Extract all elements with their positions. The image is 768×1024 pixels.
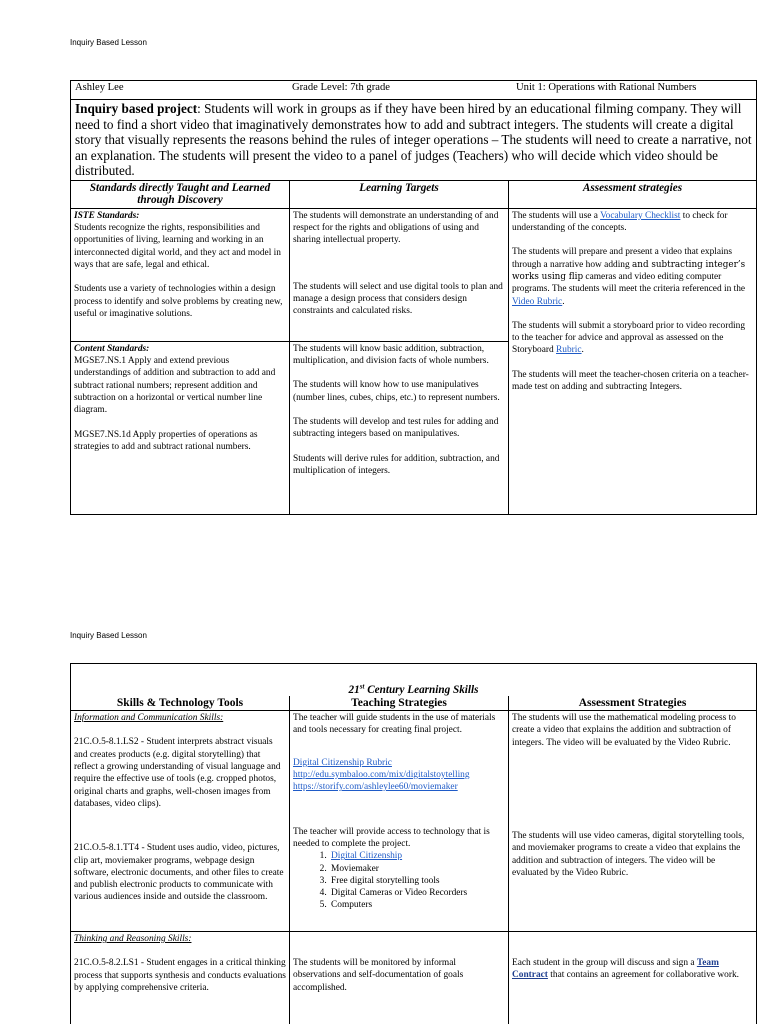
assessment-3: The students will submit a storyboard prior to video recording to the teacher for advice and approval as assessed on the Storyboard Rubric. xyxy=(512,320,746,356)
teaching-strategies-header: Teaching Strategies xyxy=(290,696,509,711)
video-rubric-link[interactable]: Video Rubric xyxy=(512,296,563,307)
teacher-name: Ashley Lee xyxy=(75,82,124,93)
content-title: Content Standards: xyxy=(74,343,150,354)
assessment-header: Assessment strategies xyxy=(509,181,757,209)
tool-item: 4. Digital Cameras or Video Recorders xyxy=(329,887,505,899)
standards-header: Standards directly Taught and Learned through Discovery xyxy=(71,181,290,209)
storify-link[interactable]: https://storify.com/ashleylee60/moviemaker xyxy=(293,782,458,793)
page-header: Inquiry Based Lesson xyxy=(70,38,147,47)
iste-row xyxy=(71,208,757,341)
skills-title-row xyxy=(71,664,757,681)
skills-header-row xyxy=(71,696,757,711)
team-contract-link[interactable]: Team Contract xyxy=(512,958,719,981)
lesson-plan-table xyxy=(70,80,757,515)
column-header-row xyxy=(71,181,757,209)
assessment-4: The students will meet the teacher-chosen criteria on a teacher-made test on adding and subtracting Integers. xyxy=(512,369,749,393)
skills-tools-header: Skills & Technology Tools xyxy=(71,696,290,711)
targets-header: Learning Targets xyxy=(290,181,509,209)
page-header-2: Inquiry Based Lesson xyxy=(70,631,147,640)
grade-level: Grade Level: 7th grade xyxy=(292,82,390,93)
assessment-strategies-header: Assessment Strategies xyxy=(509,696,757,711)
info-communication-title: Information and Communication Skills: xyxy=(74,713,224,724)
learning-target-1: The students will demonstrate an understanding of and respect for the rights and obligations of using and sharing intellectual property. xyxy=(293,210,499,246)
assessment-strategy-3: Each student in the group will discuss and sign a Team Contract that contains an agreement for collaborative work. xyxy=(512,958,740,981)
skills-title: 21st Century Learning Skills xyxy=(348,682,479,696)
digital-citizenship-link[interactable]: Digital Citizenship xyxy=(331,851,403,862)
project-description: : Students will work in groups as if they have been hired by an educational filming company. They will need to find a short video that imaginatively demonstrates how to add and subtract integers. The students will create a digital story that visually represents the reasons behind the rules of integer operations – The students will need to create a narrative, not an explanation. The students will present the video to a panel of judges (Teachers) who will decide which video should be distributed. xyxy=(75,101,752,178)
thinking-reasoning-title: Thinking and Reasoning Skills: xyxy=(74,934,192,945)
iste-standard-1: Students recognize the rights, responsibilities and opportunities of living, learning and working in an interconnected digital world, and they act and model in ways that are safe, legal and ethical. xyxy=(74,223,281,270)
skills-title-row-2 xyxy=(71,680,757,696)
tool-item: 3. Free digital storytelling tools xyxy=(329,875,505,887)
project-label: Inquiry based project xyxy=(75,101,198,116)
vocabulary-checklist-link[interactable]: Vocabulary Checklist xyxy=(600,210,681,221)
teaching-1: The teacher will guide students in the use of materials and tools necessary for creating final project. xyxy=(293,713,496,736)
tool-item: 2. Moviemaker xyxy=(329,863,505,875)
teaching-3: The students will be monitored by informal observations and self-documentation of goals accomplished. xyxy=(293,958,464,993)
learning-target-3: The students will know basic addition, subtraction, multiplication, and division facts of whole numbers. xyxy=(293,343,489,367)
learning-target-5: The students will develop and test rules for adding and subtracting integers based on manipulatives. xyxy=(293,417,499,440)
iste-standard-2: Students use a variety of technologies within a design process to identify and solve problems by creating new, useful or imaginative solutions. xyxy=(74,284,283,319)
content-standard-1: MGSE7.NS.1 Apply and extend previous understandings of addition and subtraction to add and subtract rational numbers; represent addition and subtraction on a horizontal or vertical number line diagram. xyxy=(74,356,276,416)
tool-item xyxy=(329,850,505,862)
skills-table xyxy=(70,663,757,1024)
unit-title: Unit 1: Operations with Rational Numbers xyxy=(516,82,697,93)
info-row xyxy=(71,81,757,100)
assessment-2: The students will prepare and present a video that explains through a narrative how adding and subtracting integer’s works using flip cameras and video editing computer programs. The students will meet the criteria referenced in the Video Rubric. xyxy=(512,247,746,307)
iste-title: ISTE Standards: xyxy=(74,210,140,221)
project-row xyxy=(71,100,757,181)
skill-tt4: 21C.O.5-8.1.TT4 - Student uses audio, video, pictures, clip art, moviemaker programs, webpage design software, electronic documents, and other files to create and publish electronic products to communicate with various audiences inside and outside the classroom. xyxy=(74,843,284,903)
thinking-skills-row xyxy=(71,932,757,1024)
learning-target-2: The students will select and use digital tools to plan and manage a design process that considers design constraints and calculated risks. xyxy=(293,281,503,317)
learning-target-6: Students will derive rules for addition, subtraction, and multiplication of integers. xyxy=(293,453,500,476)
tool-item: 5. Computers xyxy=(329,899,505,911)
skill-ls2: 21C.O.5-8.1.LS2 - Student interprets abstract visuals and creates products (e.g. digital storytelling) that reflect a growing understanding of visual language and require the effective use of tools (e.g. cropped photos, original charts and graphs, well-chosen images from databases, video clips). xyxy=(74,737,281,809)
info-skills-row xyxy=(71,711,757,932)
assessment-strategy-2: The students will use video cameras, digital storytelling tools, and moviemaker programs to create a video that explains the addition and subtraction of integers. The video will be evaluated by the Video Rubric. xyxy=(512,831,745,878)
symbaloo-link[interactable]: http://edu.symbaloo.com/mix/digitalstoytelling xyxy=(293,770,470,781)
storyboard-rubric-link[interactable]: Rubric xyxy=(556,345,582,356)
skill-ls1: 21C.O.5-8.2.LS1 - Student engages in a critical thinking process that supports synthesis and conducts evaluations by applying comprehensive criteria. xyxy=(74,958,286,994)
assessment-1: The students will use a Vocabulary Checklist to check for understanding of the concepts. xyxy=(512,210,728,234)
tools-list xyxy=(293,850,505,911)
digital-citizenship-rubric-link[interactable]: Digital Citizenship Rubric xyxy=(293,757,392,768)
teaching-2: The teacher will provide access to technology that is needed to complete the project. xyxy=(293,826,490,849)
content-standard-2: MGSE7.NS.1d Apply properties of operations as strategies to add and subtract rational numbers. xyxy=(74,429,258,452)
assessment-strategy-1: The students will use the mathematical modeling process to create a video that explains the addition and subtraction of integers. The video will be evaluated by the Video Rubric. xyxy=(512,713,736,748)
learning-target-4: The students will know how to use manipulatives (number lines, cubes, chips, etc.) to represent numbers. xyxy=(293,380,500,403)
